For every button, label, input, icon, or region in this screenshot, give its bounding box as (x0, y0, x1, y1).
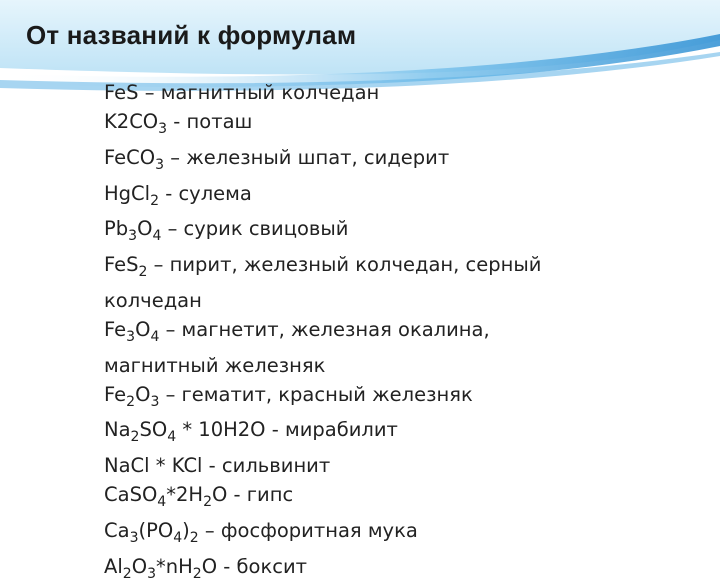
separator: – (159, 317, 182, 341)
mineral-name: мирабилит (284, 418, 398, 442)
formula-item (104, 180, 564, 216)
separator: - (159, 181, 179, 205)
chemical-formula: HgCl$_2$ (104, 181, 160, 209)
formula-item (104, 517, 564, 553)
separator: – (138, 81, 161, 104)
mineral-name: железный шпат, сидерит (186, 145, 450, 169)
chemical-formula: $Fe_3O_4$ (104, 317, 160, 345)
separator: - (217, 554, 237, 578)
formula-item (104, 452, 564, 481)
formula-item (104, 144, 564, 180)
mineral-name: гипс (246, 483, 294, 506)
chemical-formula: $Ca_3(PO_4)_2$ (104, 518, 199, 546)
separator: - (167, 109, 187, 133)
formula-item (104, 251, 564, 316)
formula-item (104, 481, 564, 517)
mineral-name: сулема (178, 181, 252, 205)
formula-item (104, 553, 564, 588)
chemical-formula: $Al_2O_3*nH_2O$ (104, 554, 218, 582)
mineral-name: магнетит, железная окалина, магнитный железняк (104, 317, 490, 377)
mineral-name: магнитный колчедан (160, 81, 380, 104)
separator: – (198, 518, 221, 542)
mineral-name: боксит (236, 554, 308, 578)
chemical-formula: $Fe_2O_3$ (104, 382, 160, 410)
formula-item (104, 316, 564, 381)
chemical-formula: $CaSO_4*2H_2O$ (104, 483, 228, 510)
separator: – (147, 253, 170, 277)
chemical-formula: FeS$_2$ (104, 253, 148, 280)
mineral-name: пирит, железный колчедан, серный колчедан (104, 253, 542, 312)
separator: - (202, 454, 222, 478)
chemical-formula: FeS (104, 81, 139, 104)
formula-item (104, 79, 564, 108)
formula-item (104, 416, 564, 452)
mineral-name: фосфоритная мука (220, 518, 418, 542)
chemical-formula: $Na_2SO_4 * 10H2O$ (104, 418, 266, 446)
slide-title: От названий к формулам (26, 20, 357, 50)
chemical-formula: NaCl * KCl (104, 454, 203, 478)
chemical-formula: FeCO$_3$ (104, 145, 165, 173)
formula-item (104, 215, 564, 251)
formula-item (104, 381, 564, 417)
formula-list (104, 79, 564, 588)
separator: – (164, 145, 187, 169)
mineral-name: гематит, красный железняк (181, 382, 473, 406)
separator: - (265, 418, 285, 442)
separator: – (161, 217, 184, 241)
chemical-formula: $K2CO_3$ (104, 109, 168, 137)
separator: – (159, 382, 182, 406)
mineral-name: сурик свицовый (183, 217, 349, 241)
mineral-name: сильвинит (221, 454, 331, 478)
chemical-formula: $Pb_3O_4$ (104, 217, 162, 245)
formula-item (104, 108, 564, 144)
separator: - (227, 483, 247, 506)
mineral-name: поташ (186, 109, 253, 133)
